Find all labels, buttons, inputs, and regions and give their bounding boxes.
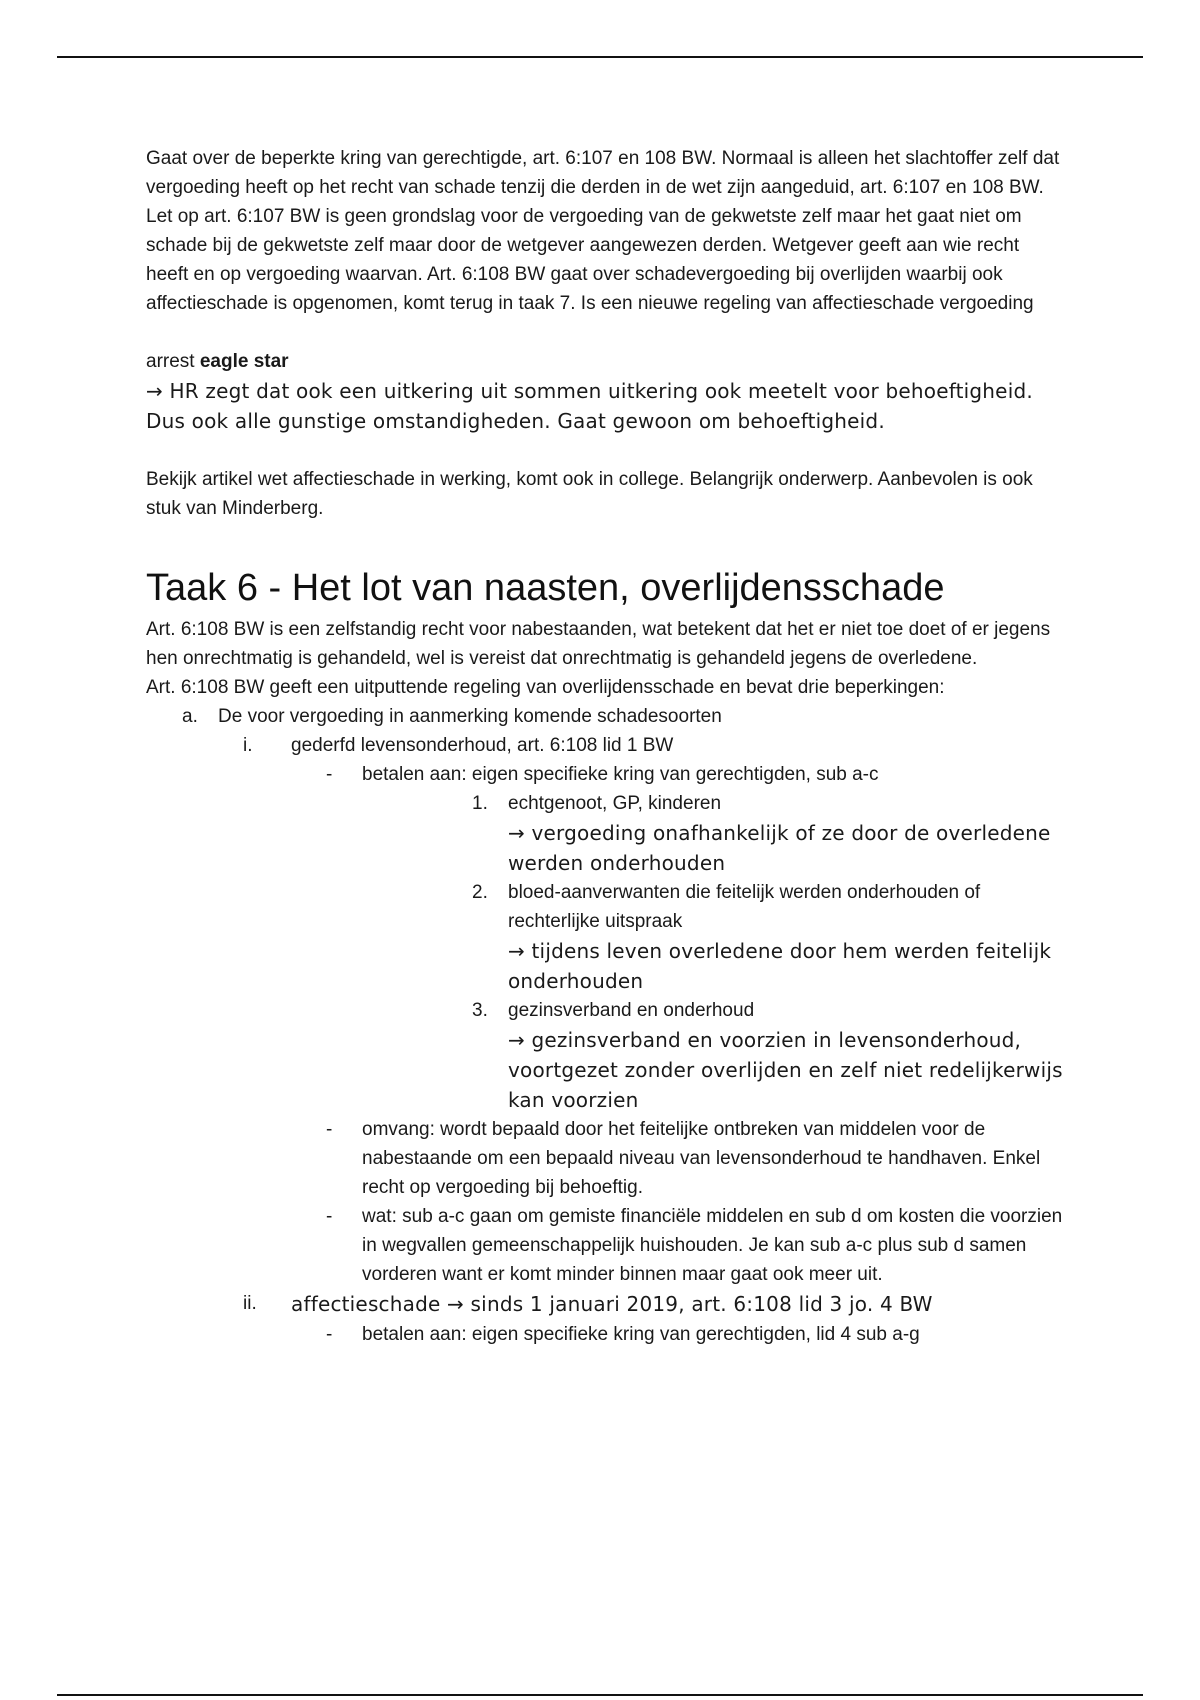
list-item-ii [146,1289,1066,1320]
arrest-text: → HR zegt dat ook een uitkering uit sommen uitkering ook meetelt voor behoeftigheid. Dus ook alle gunstige omstandigheden. Gaat gewoon om behoeftigheid. [146,379,1033,433]
list-text: gezinsverband en onderhoud [508,1000,755,1021]
list-item-a [146,702,1066,731]
list-text: affectieschade → sinds 1 januari 2019, art. 6:108 lid 3 jo. 4 BW [291,1292,933,1316]
list-text: betalen aan: eigen specifieke kring van gerechtigden, sub a-c [362,764,879,785]
list-text: gederfd levensonderhoud, art. 6:108 lid 1 BW [291,735,674,756]
section-paragraph-2: Art. 6:108 BW geeft een uitputtende regeling van overlijdensschade en bevat drie beperkingen: [146,677,945,698]
dash-marker: - [326,1324,333,1345]
tip-paragraph: Bekijk artikel wet affectieschade in werking, komt ook in college. Belangrijk onderwerp. Aanbevolen is ook stuk van Minderberg. [146,469,1033,519]
list-text: echtgenoot, GP, kinderen [508,793,722,814]
dash-marker: - [326,1206,333,1227]
list-note: → vergoeding onafhankelijk of ze door de overledene werden onderhouden [508,821,1051,875]
dash-marker: - [326,764,333,785]
list-text: bloed-aanverwanten die feitelijk werden onderhouden of rechterlijke uitspraak [508,882,981,932]
section-paragraph-1: Art. 6:108 BW is een zelfstandig recht voor nabestaanden, wat betekent dat het er niet toe doet of er jegens hen onrechtmatig is gehandeld, wel is vereist dat onrechtmatig is gehandeld jegens de overledene. [146,619,1051,669]
section-heading: Taak 6 - Het lot van naasten, overlijdensschade [146,567,945,609]
list-note: → tijdens leven overledene door hem werden feitelijk onderhouden [508,939,1052,993]
list-item-betalen-1 [146,760,1066,789]
intro-paragraph-2: Let op art. 6:107 BW is geen grondslag voor de vergoeding van de gekwetste zelf maar het gaat niet om schade bij de gekwetste zelf maar door de wetgever aangewezen derden. Wetgever geeft aan wie recht heeft en op vergoeding waarvan. Art. 6:108 BW gaat over schadevergoeding bij overlijden waarbij ook affectieschade is opgenomen, komt terug in taak 7. Is een nieuwe regeling van affectieschade vergoeding [146,206,1034,314]
list-item-3 [146,996,1066,1115]
list-item-2 [146,878,1066,996]
dash-marker: - [326,1119,333,1140]
list-text: omvang: wordt bepaald door het feitelijke ontbreken van middelen voor de nabestaande om een bepaald niveau van levensonderhoud te handhaven. Enkel recht op vergoeding bij behoeftig. [362,1119,1041,1198]
list-item-omvang [146,1115,1066,1202]
footer-rule [57,1694,1143,1696]
list-item-1 [146,789,1066,878]
header-rule [57,56,1143,58]
document-body [146,144,1066,1349]
list-text: betalen aan: eigen specifieke kring van gerechtigden, lid 4 sub a-g [362,1324,920,1345]
arrest-name: eagle star [199,351,289,372]
intro-paragraph-1: Gaat over de beperkte kring van gerechtigde, art. 6:107 en 108 BW. Normaal is alleen het slachtoffer zelf dat vergoeding heeft op het recht van schade tenzij die derden in de wet zijn aangeduid, art. 6:107 en 108 BW. [146,148,1060,198]
list-marker: ii. [243,1293,257,1314]
list-marker: 1. [472,793,488,814]
arrest-prefix: arrest [146,351,195,372]
list-note: → gezinsverband en voorzien in levensonderhoud, voortgezet zonder overlijden en zelf niet redelijkerwijs kan voorzien [508,1028,1063,1112]
list-item-i [146,731,1066,760]
list-marker: i. [243,735,253,756]
list-marker: 2. [472,882,488,903]
list-text: De voor vergoeding in aanmerking komende schadesoorten [218,706,722,727]
list-item-wat [146,1202,1066,1289]
list-item-betalen-2 [146,1320,1066,1349]
arrest-title [146,347,1066,376]
list-text: wat: sub a-c gaan om gemiste financiële middelen en sub d om kosten die voorzien in wegvallen gemeenschappelijk huishouden. Je kan sub a-c plus sub d samen vorderen want er komt minder binnen maar gaat ook meer uit. [362,1206,1063,1285]
list-marker: 3. [472,1000,488,1021]
list-marker: a. [182,706,198,727]
